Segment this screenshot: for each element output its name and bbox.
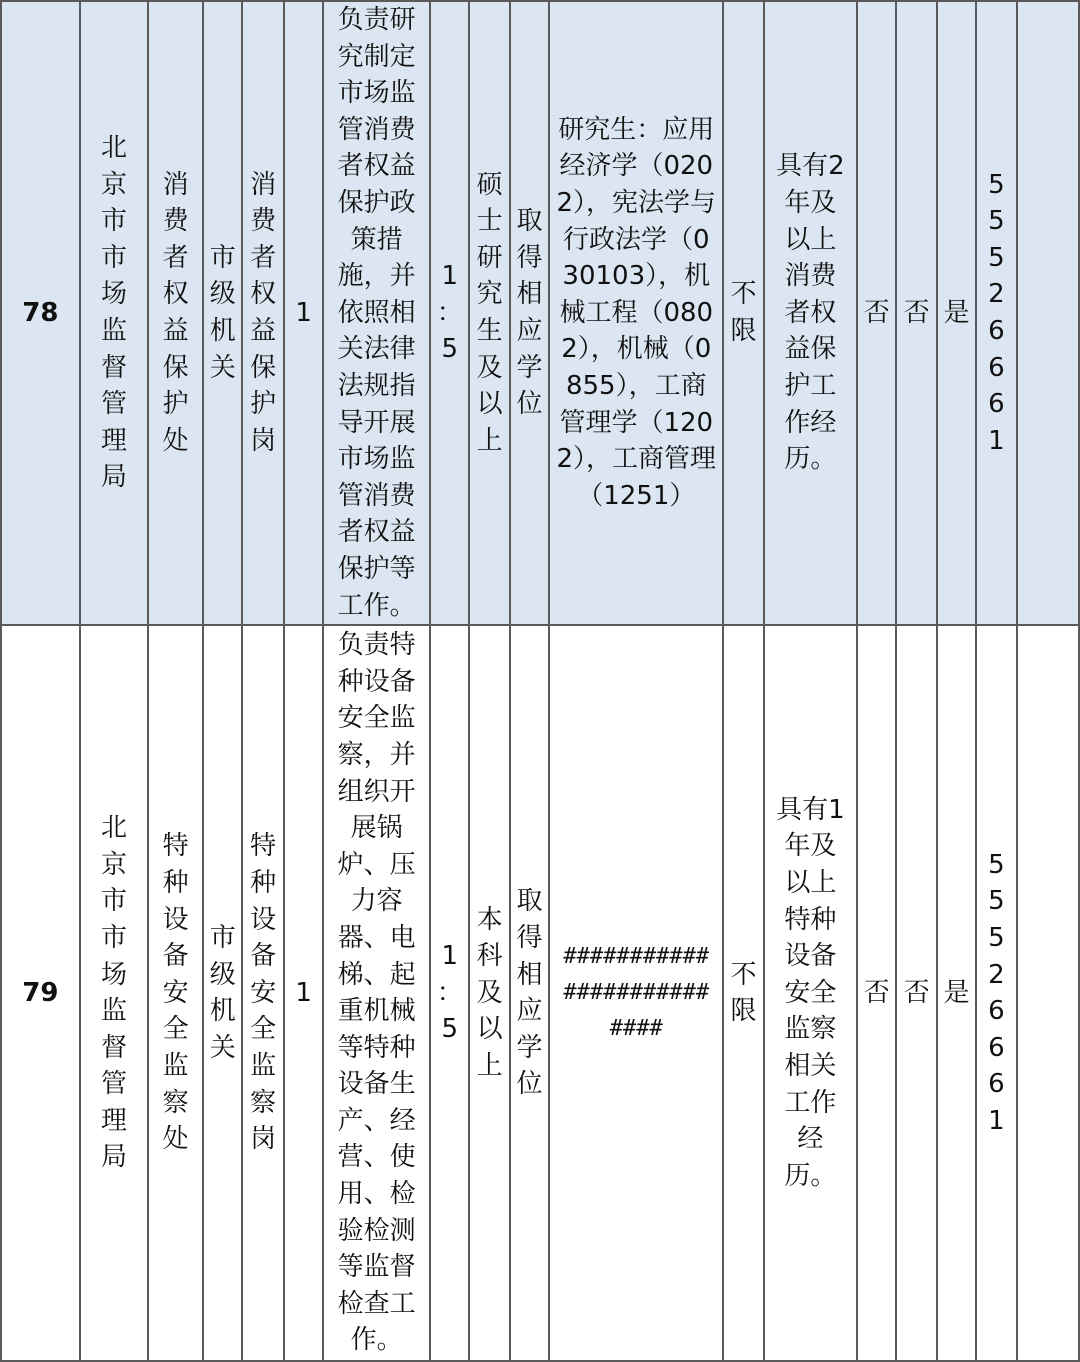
flag1-cell	[857, 625, 896, 1361]
flag1-text: 否	[863, 297, 890, 328]
level-text: 市级机关	[209, 922, 236, 1063]
phone-text: 55526661	[988, 849, 1005, 1136]
description-text: 负责研究制定市场监管消费者权益保护政策措施，并依照相关法律法规指导开展市场监管消费者权益保护等工作。	[337, 5, 416, 621]
row-number: 79	[1, 625, 80, 1361]
flag2-cell	[896, 1, 936, 625]
major-cell	[549, 1, 723, 625]
phone-cell	[976, 625, 1016, 1361]
count-cell	[284, 1, 323, 625]
flag1-text: 否	[863, 977, 890, 1008]
count-text: 1	[295, 977, 312, 1008]
table-row	[1, 625, 1079, 1361]
political-cell	[723, 1, 763, 625]
education-cell	[469, 1, 509, 625]
row-number: 78	[1, 1, 80, 625]
flag3-cell	[937, 625, 976, 1361]
education-cell	[469, 625, 509, 1361]
blank-cell	[1017, 1, 1079, 625]
experience-text: 具有2年及以上消费者权益保护工作经历。	[776, 151, 845, 475]
political-cell	[723, 625, 763, 1361]
experience-cell	[764, 625, 857, 1361]
flag2-cell	[896, 625, 936, 1361]
degree-cell	[510, 1, 549, 625]
experience-text: 具有1年及以上特种设备安全监察相关工作经历。	[776, 794, 845, 1191]
position-cell	[242, 625, 283, 1361]
ratio-text: 1：5	[436, 941, 463, 1045]
ratio-cell	[430, 625, 469, 1361]
position-text: 消费者权益保护岗	[250, 169, 277, 456]
major-text: ##########################	[563, 944, 710, 1042]
ratio-text: 1：5	[436, 261, 463, 365]
office-cell	[148, 625, 203, 1361]
degree-cell	[510, 625, 549, 1361]
level-cell	[203, 1, 242, 625]
flag3-cell	[937, 1, 976, 625]
description-cell	[323, 625, 430, 1361]
political-text: 不限	[730, 279, 757, 347]
count-cell	[284, 625, 323, 1361]
education-text: 硕士研究生及以上	[476, 169, 503, 456]
office-cell	[148, 1, 203, 625]
flag2-text: 否	[903, 297, 930, 328]
level-cell	[203, 625, 242, 1361]
position-text: 特种设备安全监察岗	[250, 831, 277, 1155]
position-cell	[242, 1, 283, 625]
phone-text: 55526661	[988, 169, 1005, 456]
experience-cell	[764, 1, 857, 625]
count-text: 1	[295, 297, 312, 328]
department-text: 北京市市场监督管理局	[100, 133, 127, 493]
table-row	[1, 1, 1079, 625]
ratio-cell	[430, 1, 469, 625]
office-text: 特种设备安全监察处	[162, 831, 189, 1155]
education-text: 本科及以上	[476, 904, 503, 1081]
department-cell	[80, 1, 148, 625]
description-cell	[323, 1, 430, 625]
flag1-cell	[857, 1, 896, 625]
major-cell	[549, 625, 723, 1361]
office-text: 消费者权益保护处	[162, 169, 189, 456]
department-text: 北京市市场监督管理局	[100, 813, 127, 1173]
political-text: 不限	[730, 959, 757, 1027]
phone-cell	[976, 1, 1016, 625]
degree-text: 取得相应学位	[516, 206, 543, 420]
department-cell	[80, 625, 148, 1361]
degree-text: 取得相应学位	[516, 886, 543, 1100]
description-text: 负责特种设备安全监察，并组织开展锅炉、压力容器、电梯、起重机械等特种设备生产、经营、使用、检验检测等监督检查工作。	[337, 630, 416, 1356]
flag3-text: 是	[943, 977, 970, 1008]
level-text: 市级机关	[209, 242, 236, 383]
flag2-text: 否	[903, 977, 930, 1008]
flag3-text: 是	[943, 297, 970, 328]
blank-cell	[1017, 625, 1079, 1361]
major-text: 研究生：应用经济学（0202），宪法学与行政法学（030103），机械工程（0802），机械（0855），工商管理学（1202），工商管理（1251）	[556, 114, 717, 511]
